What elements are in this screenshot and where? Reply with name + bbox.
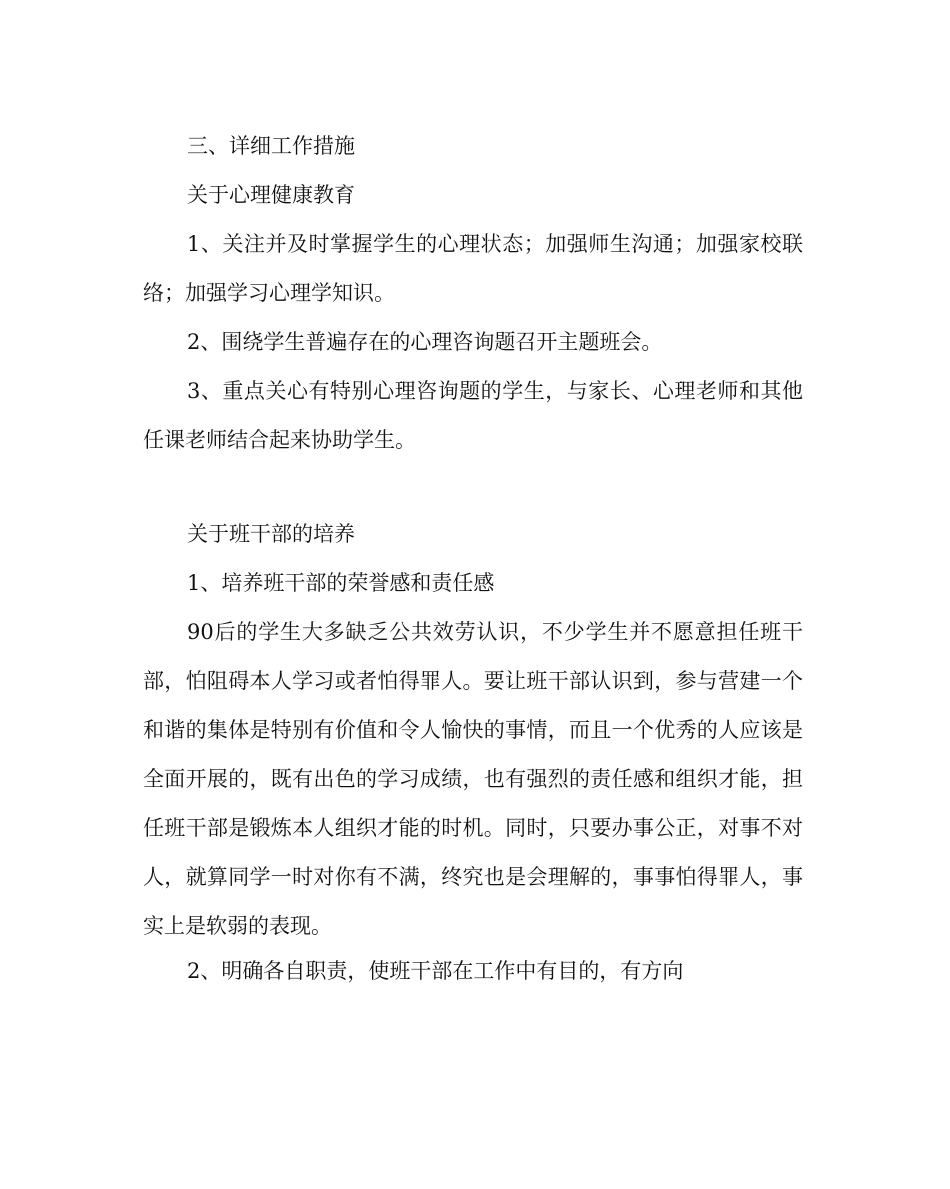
section-heading: 三、详细工作措施: [187, 134, 355, 158]
psych-item-1: 1、关注并及时掌握学生的心理状态；加强师生沟通；加强家校联络；加强学习心理学知识。: [143, 232, 803, 305]
cadre-item-2-title: 2、明确各自职责，使班干部在工作中有目的，有方向: [187, 959, 684, 983]
cadre-item-1-body: 90后的学生大多缺乏公共效劳认识，不少学生并不愿意担任班干部，怕阻碍本人学习或者怕得罪人。要让班干部认识到，参与营建一个和谐的集体是特别有价值和令人愉快的事情，而且一个优秀的人应该是全面开展的，既有出色的学习成绩，也有强烈的责任感和组织才能，担任班干部是锻炼本人组织才能的时机。同时，只要办事公正，对事不对人，就算同学一时对你有不满，终究也是会理解的，事事怕得罪人，事实上是软弱的表现。: [143, 620, 803, 938]
subheading-psychological-education: 关于心理健康教育: [187, 183, 355, 207]
subheading-class-cadre: 关于班干部的培养: [187, 522, 355, 546]
psych-item-3: 3、重点关心有特别心理咨询题的学生，与家长、心理老师和其他任课老师结合起来协助学生。: [143, 379, 803, 452]
psych-item-2: 2、围绕学生普遍存在的心理咨询题召开主题班会。: [187, 330, 663, 354]
cadre-item-1-title: 1、培养班干部的荣誉感和责任感: [187, 571, 495, 595]
